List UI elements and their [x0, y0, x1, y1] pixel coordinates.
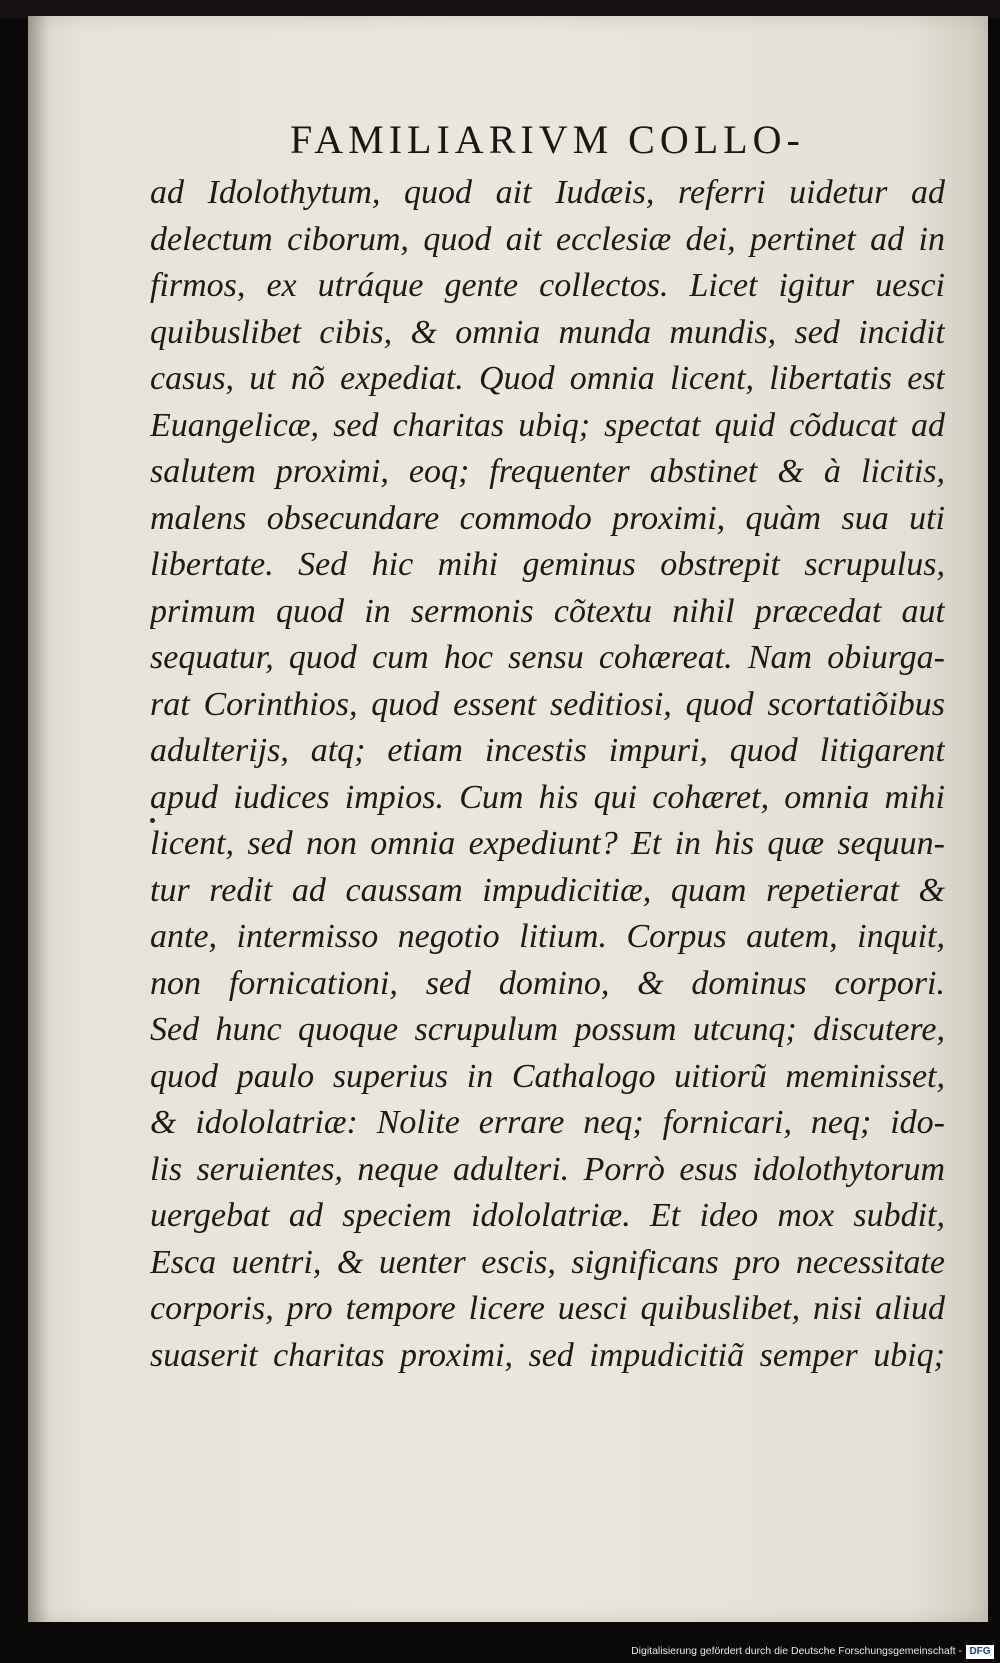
- running-head: FAMILIARIVM COLLO-: [290, 117, 805, 162]
- text-line: licent, sed non omnia expediunt? Et in his quæ sequun-: [150, 825, 945, 862]
- text-line: apud iudices impios. Cum his qui cohæret, omnia mihi: [150, 778, 945, 816]
- text-line: salutem proximi, eoq; frequenter abstinet & à licitis,: [150, 453, 945, 490]
- text-line: firmos, ex utráque gente collectos. Licet igitur uesci: [150, 267, 945, 304]
- text-line: Esca uentri, & uenter escis, significans pro necessitate: [150, 1243, 945, 1281]
- text-line: ante, intermisso negotio litium. Corpus autem, inquit,: [150, 918, 945, 955]
- text-line: primum quod in sermonis cõtextu nihil præcedat aut: [150, 592, 945, 630]
- text-line: quibuslibet cibis, & omnia munda mundis, sed incidit: [150, 313, 945, 351]
- text-line: suaserit charitas proximi, sed impudicitiã semper ubiq;: [150, 1336, 945, 1374]
- text-line: casus, ut nõ expediat. Quod omnia licent, libertatis est: [150, 360, 945, 397]
- text-line: Sed hunc quoque scrupulum possum utcunq; discutere,: [150, 1011, 945, 1048]
- text-line: lis seruientes, neque adulteri. Porrò esus idolothytorum: [150, 1150, 945, 1188]
- text-line: non fornicationi, sed domino, & dominus corpori.: [150, 964, 945, 1002]
- text-line: malens obsecundare commodo proximi, quàm sua uti: [150, 499, 945, 537]
- text-line: tur redit ad caussam impudicitiæ, quam repetierat &: [150, 871, 945, 909]
- dfg-logo: DFG: [966, 1645, 994, 1659]
- text-line: corporis, pro tempore licere uesci quibuslibet, nisi aliud: [150, 1290, 945, 1327]
- text-line: quod paulo superius in Cathalogo uitiorũ meminisset,: [150, 1057, 945, 1095]
- text-line: & idololatriæ: Nolite errare neq; fornicari, neq; ido-: [150, 1104, 945, 1141]
- text-block: [150, 170, 945, 1379]
- text-line: Euangelicæ, sed charitas ubiq; spectat quid cõducat ad: [150, 406, 945, 444]
- text-line: sequatur, quod cum hoc sensu cohæreat. Nam obiurga-: [150, 639, 945, 676]
- text-line: uergebat ad speciem idololatriæ. Et ideo mox subdit,: [150, 1197, 945, 1234]
- text-line: delectum ciborum, quod ait ecclesiæ dei, pertinet ad in: [150, 220, 945, 258]
- text-line: ad Idolothytum, quod ait Iudæis, referri uidetur ad: [150, 174, 945, 211]
- text-line: adulterijs, atq; etiam incestis impuri, quod litigarent: [150, 732, 945, 769]
- funding-credit: Digitalisierung gefördert durch die Deutsche Forschungsgemeinschaft -: [631, 1645, 962, 1657]
- margin-mark: [150, 818, 155, 823]
- text-line: rat Corinthios, quod essent seditiosi, quod scortatiõibus: [150, 685, 945, 723]
- footer-bar: [0, 1622, 1000, 1663]
- page-gutter-shadow: [28, 16, 50, 1622]
- text-line: libertate. Sed hic mihi geminus obstrepit scrupulus,: [150, 546, 945, 583]
